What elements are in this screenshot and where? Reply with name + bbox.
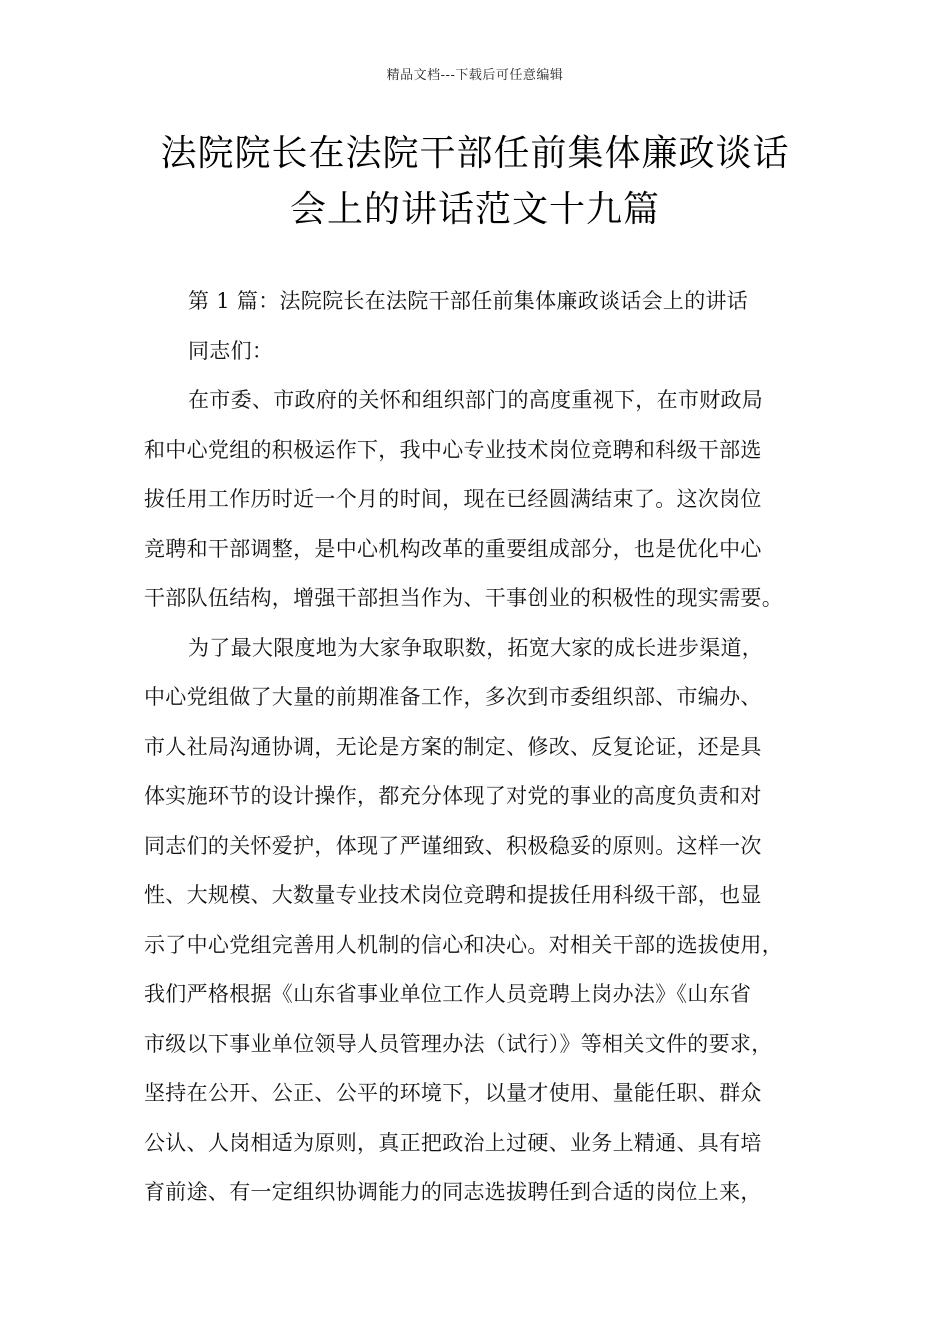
paragraph-line: 和中心党组的积极运作下，我中心专业技术岗位竞聘和科级干部选 bbox=[144, 437, 762, 462]
section-heading: 第 1 篇：法院院长在法院干部任前集体廉政谈话会上的讲话 bbox=[188, 289, 749, 313]
paragraph-line: 坚持在公开、公正、公平的环境下，以量才使用、量能任职、群众 bbox=[144, 1081, 762, 1105]
title-line-1: 法院院长在法院干部任前集体廉政谈话 bbox=[160, 133, 790, 174]
paragraph-line: 我们严格根据《山东省事业单位工作人员竞聘上岗办法》《山东省 bbox=[144, 982, 752, 1006]
document-body bbox=[144, 281, 824, 1222]
paragraph-line: 公认、人岗相适为原则，真正把政治上过硬、业务上精通、具有培 bbox=[144, 1130, 762, 1155]
paragraph-line: 竞聘和干部调整，是中心机构改革的重要组成部分，也是优化中心 bbox=[144, 536, 762, 561]
salutation: 同志们： bbox=[188, 338, 274, 363]
paragraph-line: 育前途、有一定组织协调能力的同志选拔聘任到合适的岗位上来， bbox=[144, 1180, 762, 1204]
paragraph-line: 在市委、市政府的关怀和组织部门的高度重视下，在市财政局 bbox=[188, 388, 764, 412]
paragraph-line: 中心党组做了大量的前期准备工作，多次到市委组织部、市编办、 bbox=[144, 685, 762, 709]
paragraph-line: 性、大规模、大数量专业技术岗位竞聘和提拔任用科级干部，也显 bbox=[144, 883, 762, 907]
paragraph-line: 市人社局沟通协调，无论是方案的制定、修改、反复论证，还是具 bbox=[144, 734, 762, 759]
title-line-2: 会上的讲话范文十九篇 bbox=[289, 189, 660, 230]
paragraph-line: 同志们的关怀爱护，体现了严谨细致、积极稳妥的原则。这样一次 bbox=[144, 833, 762, 858]
paragraph-line: 体实施环节的设计操作，都充分体现了对党的事业的高度负责和对 bbox=[144, 784, 762, 808]
paragraph-line: 市级以下事业单位领导人员管理办法（试行）》等相关文件的要求， bbox=[144, 1031, 773, 1056]
header-note: 精品文档---下载后可任意编辑 bbox=[386, 68, 564, 83]
paragraph-line: 干部队伍结构，增强干部担当作为、干事创业的积极性的现实需要。 bbox=[144, 586, 783, 610]
document-title bbox=[120, 126, 830, 238]
paragraph-line: 拔任用工作历时近一个月的时间，现在已经圆满结束了。这次岗位 bbox=[144, 487, 762, 511]
paragraph-line: 示了中心党组完善用人机制的信心和决心。对相关干部的选拔使用， bbox=[144, 932, 783, 957]
paragraph-line: 为了最大限度地为大家争取职数，拓宽大家的成长进步渠道， bbox=[188, 635, 764, 660]
